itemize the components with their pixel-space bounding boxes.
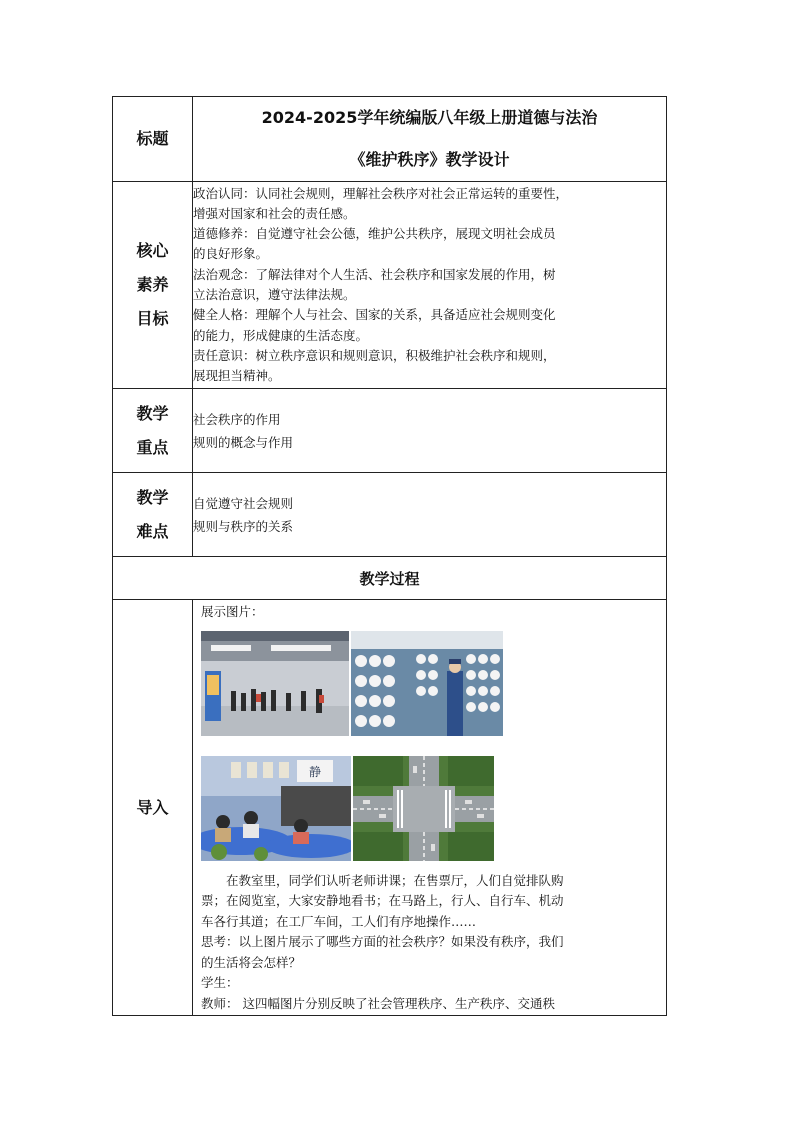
- paragraph-line: 在教室里，同学们认听老师讲课；在售票厅，人们自觉排队购: [226, 872, 564, 888]
- reading-room-photo: [201, 756, 351, 861]
- teacher-line: 教师： 这四幅图片分别反映了社会管理秩序、生产秩序、交通秩: [201, 995, 555, 1011]
- difficulty-item: 自觉遵守社会规则: [193, 495, 294, 511]
- photo-row-1: [201, 631, 658, 736]
- difficulty-item: 规则与秩序的关系: [193, 518, 294, 534]
- goals-content: [193, 182, 667, 389]
- goal-line: 法治观念：了解法律对个人生活、社会秩序和国家发展的作用，树: [193, 266, 556, 282]
- goal-line: 的能力，形成健康的生活态度。: [193, 327, 369, 343]
- goal-line: 道德修养：自觉遵守社会公德，维护公共秩序，展现文明社会成员: [193, 226, 556, 242]
- difficulties-content: [193, 473, 667, 557]
- goal-line: 政治认同：认同社会规则，理解社会秩序对社会正常运转的重要性，: [193, 185, 569, 201]
- paragraph-line: 票；在阅览室，大家安静地看书；在马路上，行人、自行车、机动: [201, 893, 564, 908]
- intro-content: [193, 600, 667, 1016]
- goals-label-line: 核心: [136, 241, 169, 260]
- photo-row-2: [201, 756, 658, 861]
- key-point-item: 社会秩序的作用: [193, 411, 281, 427]
- process-heading: 教学过程: [113, 557, 667, 600]
- key-points-label-line: 教学: [136, 403, 169, 423]
- goal-line: 展现担当精神。: [193, 368, 281, 384]
- question-line: 的生活将会怎样？: [201, 954, 302, 970]
- goal-line: 责任意识：树立秩序意识和规则意识，积极维护社会秩序和规则，: [193, 347, 556, 363]
- document-title: [193, 97, 667, 182]
- factory-workshop-photo: [351, 631, 503, 736]
- road-intersection-photo: [353, 756, 494, 861]
- question-text: [201, 932, 658, 973]
- key-point-item: 规则的概念与作用: [193, 434, 294, 450]
- key-points-label-line: 重点: [136, 437, 169, 457]
- paragraph-line: 车各行其道；在工厂车间，工人们有序地操作……: [201, 913, 477, 929]
- goals-label-line: 目标: [136, 309, 169, 328]
- difficulties-label-line: 难点: [136, 521, 169, 541]
- title-line-1: 2024-2025学年统编版八年级上册道德与法治: [261, 108, 598, 127]
- difficulties-label: [113, 473, 193, 557]
- goals-label-line: 素养: [136, 275, 169, 294]
- ticket-hall-photo: [201, 631, 349, 736]
- goal-line: 立法治意识，遵守法律法规。: [193, 287, 356, 302]
- question-line: 思考：以上图片展示了哪些方面的社会秩序？如果没有秩序，我们: [201, 934, 564, 949]
- goal-line: 增强对国家和社会的责任感。: [193, 205, 356, 221]
- key-points-label: [113, 389, 193, 473]
- student-line: 学生：: [201, 975, 239, 990]
- goals-label: [113, 182, 193, 389]
- reading-room-photo-caption: 静: [309, 764, 322, 779]
- title-line-2: 《维护秩序》教学设计: [349, 150, 510, 169]
- intro-paragraph: [201, 871, 658, 933]
- lesson-plan-table: [112, 96, 667, 1016]
- title-label: 标题: [113, 97, 193, 182]
- key-points-content: [193, 389, 667, 473]
- intro-label: 导入: [113, 600, 193, 1016]
- goal-line: 健全人格：理解个人与社会、国家的关系，具备适应社会规则变化: [193, 307, 556, 323]
- show-pictures-text: 展示图片：: [201, 604, 264, 619]
- difficulties-label-line: 教学: [136, 487, 169, 507]
- goal-line: 的良好形象。: [193, 246, 269, 262]
